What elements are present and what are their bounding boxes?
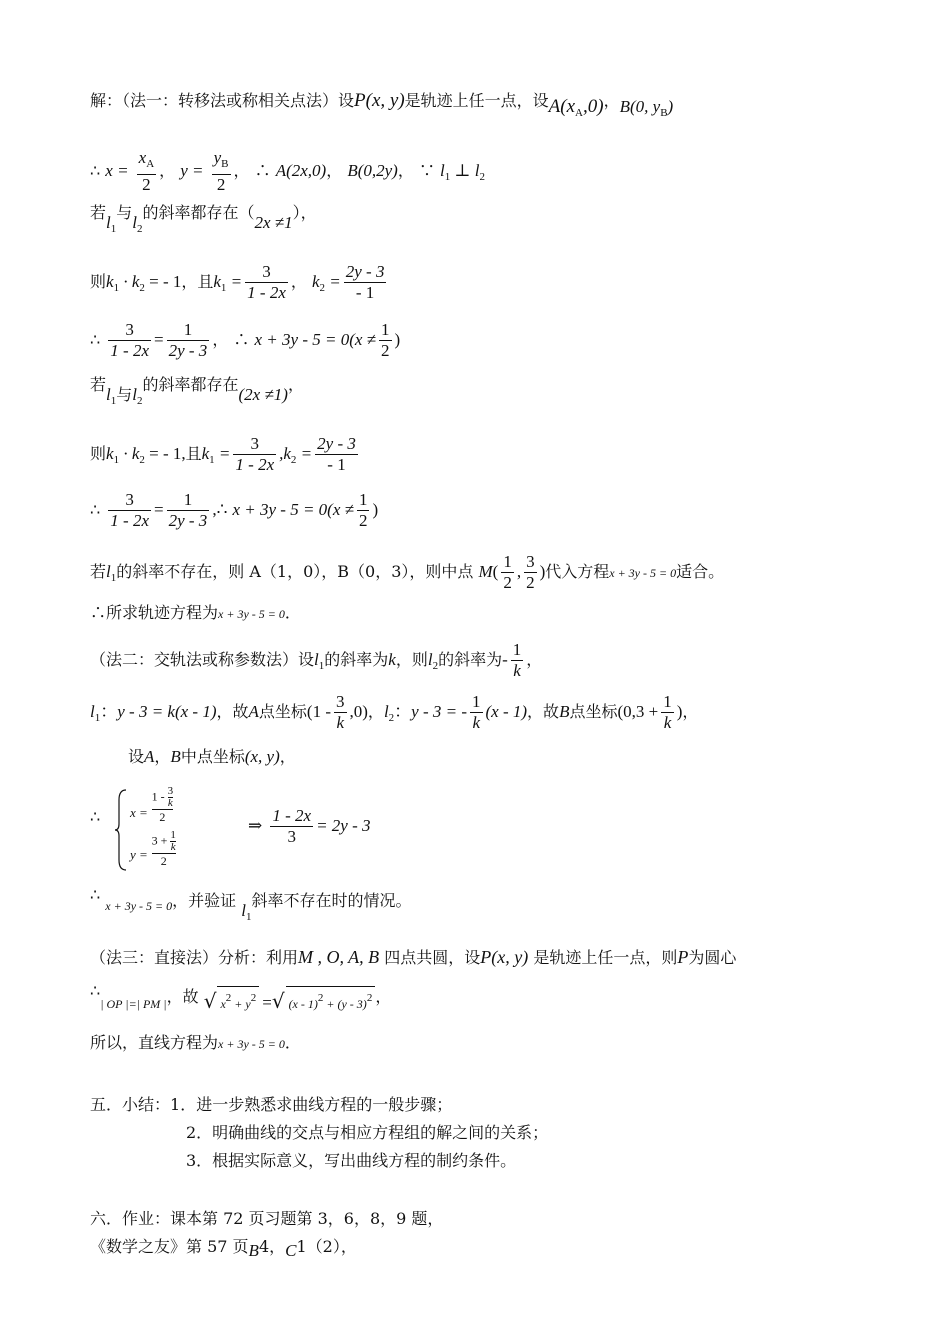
method2-text1: 的斜率为	[324, 650, 389, 669]
a-coord-pre: (1 -	[306, 702, 331, 721]
point-p: P(x, y)	[354, 90, 405, 111]
method3-text1: 四点共圆，设	[384, 948, 481, 967]
slope-k: k	[388, 650, 396, 669]
therefore-symbol: ∴	[90, 500, 101, 519]
point-p-center: P	[677, 947, 689, 967]
rhs-frac-2: $\frac{1}{2y - 3}$	[168, 490, 208, 530]
method2-midpoint: 设A，B中点坐标(x, y)，	[128, 747, 296, 766]
method1-intro-line	[90, 90, 673, 118]
result-frac: $\frac{1 - 2x}{3}$	[272, 806, 312, 846]
method2-intro: （法二：交轨法或称参数法）设	[90, 650, 315, 669]
and-k1: ，且	[181, 272, 214, 291]
method3-distance: $\therefore_{| OP |=| PM |}$，故 $_{√ x2 + y2 =√ (x - 1)2 + (y - 3)2}$ ，	[90, 981, 392, 1013]
summary-item-3: 3．根据实际意义，写出曲线方程的制约条件。	[186, 1151, 517, 1170]
final1-text: ∴所求轨迹方程为	[90, 603, 219, 622]
period-1: ．	[284, 603, 301, 622]
ruo-3: 若	[90, 562, 107, 581]
mid-text2: 中点坐标	[180, 747, 245, 766]
k2-frac-2: $\frac{2y - 3}{- 1}$	[317, 434, 356, 474]
method2-lines: $l_1$：y - 3 = k(x - 1)，故A点坐标(1 - $\frac{3}{k}$ ,0)，$l_2$：y - 3 = - $\frac{1}{k}$ (x - 1)，故B点坐标(0,3 + $\frac{1}{k}$ )，	[90, 692, 699, 732]
homework-line-2	[90, 1236, 357, 1258]
and-k1-2: 且	[185, 444, 202, 463]
mid-text1: 设	[128, 747, 145, 766]
homework-post: 1（2），	[296, 1237, 357, 1256]
gu-b: ，故	[527, 702, 560, 721]
system-x-row: x = 1 - $\frac{3}{k}$ 2	[130, 785, 174, 824]
l1-and-l2: $l_1$与$l_2$	[106, 385, 143, 407]
method1-slopes2: 则$k_1 \cdot k_2$ = - 1,且$k_1$ = $\frac{3}{1 - 2x}$ $,k_2$ = $\frac{2y - 3}{- 1}$	[90, 434, 356, 474]
therefore-symbol: ∴	[90, 330, 101, 349]
three-over-k: $\frac{3}{k}$	[336, 692, 345, 732]
k1-frac-2: $\frac{3}{1 - 2x}$	[235, 434, 275, 474]
b-coord-pre: (0,3 +	[617, 702, 659, 721]
a-coord-text: 点坐标	[258, 702, 307, 721]
result-rhs: = 2y - 3	[316, 816, 371, 835]
method3-intro-line	[90, 946, 736, 969]
method3-intro: （法三：直接法）分析：利用	[90, 948, 299, 967]
cond1-text: 的斜率都存在（	[142, 203, 255, 222]
because-symbol: ∵	[418, 161, 435, 180]
summary-item-2-line	[186, 1122, 548, 1144]
method2-text2: ，则	[395, 650, 428, 669]
therefore-symbol: ∴	[233, 330, 250, 349]
rhs-frac-1: $\frac{1}{2y - 3}$	[168, 320, 208, 360]
method1-intro2: 是轨迹上任一点，设	[404, 91, 549, 110]
summary-item-3-line	[186, 1150, 516, 1172]
summary-heading-line	[90, 1094, 452, 1116]
method1-substitution: ∴ x = $\frac{x_A}{2}$ ， y = $\frac{y_B}{2}$ ， ∴ A(2x,0)， B(0,2y)， ∵ $l_1$ ⊥ $l_2$	[90, 148, 486, 194]
k1-frac: $\frac{3}{1 - 2x}$	[247, 262, 286, 302]
comma: ，	[603, 91, 620, 110]
l1: $l_1$	[106, 213, 117, 235]
m-y-frac: $\frac{3}{2}$	[526, 552, 535, 592]
line-eq-2: x + 3y - 5 = 0	[218, 607, 285, 621]
method2-verify: ∴ $_{x + 3y - 5 = 0}$，并验证 $l_1$斜率不存在时的情况。	[90, 885, 412, 923]
summary-item-1: 1．进一步熟悉求曲线方程的一般步骤；	[170, 1095, 453, 1114]
method1-condition2	[90, 374, 304, 407]
homework-b: B	[248, 1241, 259, 1260]
summary-heading: 五．小结：	[90, 1095, 171, 1114]
four-points: M , O, A, B	[298, 947, 380, 967]
b-coord-post: )	[676, 702, 683, 721]
half-frac-1: $\frac{1}{2}$	[381, 320, 390, 360]
neg-inv-k: $\frac{1}{k}$	[512, 640, 522, 680]
k1k2-product: $k_1 \cdot k_2$ = - 1	[106, 272, 182, 294]
point-b: B(0, $y_B$)	[619, 97, 674, 119]
method1-no-slope: 若$l_1$的斜率不存在，则 A（1，0），B（0，3），则中点 M( $\frac{1}{2}$ , $\frac{3}{2}$ )代入方程x + 3y - 5 = 0适合。	[90, 552, 725, 592]
mid-xy: (x, y)	[244, 747, 280, 766]
homework-c: C	[285, 1241, 297, 1260]
one-over-k-b: $\frac{1}{k}$	[663, 692, 672, 732]
one-over-k: $\frac{1}{k}$	[472, 692, 481, 732]
l2: $l_2$	[132, 213, 143, 235]
m-x-frac: $\frac{1}{2}$	[503, 552, 512, 592]
line-eq-3: x + 3y - 5 = 0	[105, 899, 173, 913]
result-1: x + 3y - 5 = 0(x ≠	[254, 330, 376, 349]
method3-final	[90, 1032, 301, 1055]
homework-text-1: 六．作业：课本第 72 页习题第 3，6，8，9 题，	[90, 1209, 444, 1228]
method1-equation2: ∴ $\frac{3}{1 - 2x}$ = $\frac{1}{2y - 3}$ ,∴ x + 3y - 5 = 0(x ≠ $\frac{1}{2}$ )	[90, 490, 379, 530]
summary-item-2: 2．明确曲线的交点与相应方程组的解之间的关系；	[186, 1123, 549, 1142]
method2-intro-line: （法二：交轨法或称参数法）设$l_1$的斜率为k，则$l_2$的斜率为- $\frac{1}{k}$ ，	[90, 640, 543, 680]
half-frac-2: $\frac{1}{2}$	[358, 490, 368, 530]
method3-so: 所以，直线方程为	[90, 1033, 219, 1052]
line-eq-4: x + 3y - 5 = 0	[218, 1037, 285, 1051]
method1-equation1: ∴ $\frac{3}{1 - 2x}$ = $\frac{1}{2y - 3}$ ， ∴ x + 3y - 5 = 0(x ≠ $\frac{1}{2}$ )	[90, 320, 401, 360]
b-coord-text: 点坐标	[569, 702, 618, 721]
yb-over-2: $\frac{y_B}{2}$	[213, 148, 229, 194]
method1-final	[90, 602, 301, 625]
method3-text3: 为圆心	[688, 948, 737, 967]
l2-eq-pre: y - 3 = -	[411, 702, 468, 721]
method3-text2: 是轨迹上任一点，则	[533, 948, 678, 967]
op-pm: | OP |=| PM |	[100, 997, 167, 1011]
verify-text2: 斜率不存在时的情况。	[251, 891, 412, 910]
system-brace	[114, 788, 128, 872]
therefore-symbol: ∴	[90, 981, 101, 1000]
system-result	[248, 806, 371, 847]
therefore-symbol: ∴	[90, 885, 101, 904]
noslope-text2: 代入方程	[545, 562, 610, 581]
therefore-symbol: ∴	[90, 807, 101, 826]
ze-1: 则	[90, 272, 107, 291]
cond2-text: 的斜率都存在	[142, 375, 239, 394]
point-a-2x: A(2x,0)	[275, 161, 327, 180]
gu-a: ，故	[216, 702, 249, 721]
method1-intro: 解：（法一：转移法或称相关点法）设	[90, 91, 355, 110]
cond1-expr: 2x ≠1	[254, 213, 293, 232]
ruo-1: 若	[90, 203, 107, 222]
period-2: ．	[284, 1033, 301, 1052]
therefore-symbol: ∴	[254, 161, 271, 180]
method2-text3: 的斜率为	[438, 650, 503, 669]
gu-3: ，故	[166, 987, 199, 1006]
cond2-tail: ，	[287, 375, 304, 394]
noslope-text3: 适合。	[676, 562, 725, 581]
l1-equation: y - 3 = k(x - 1)	[117, 702, 217, 721]
system-y-row: y = 3 + $\frac{1}{k}$ 2	[130, 829, 176, 868]
l2-eq-post: (x - 1)	[485, 702, 528, 721]
homework-text-2: 《数学之友》第 57 页	[90, 1237, 249, 1256]
line-eq-1: x + 3y - 5 = 0	[609, 566, 677, 580]
homework-mid: 4，	[258, 1237, 286, 1256]
sqrt-equation: √ x2 + y2 =√ (x - 1)2 + (y - 3)2	[204, 997, 376, 1011]
ruo-2: 若	[90, 375, 107, 394]
method1-condition1	[90, 202, 317, 235]
cond2-expr: (2x ≠1)	[238, 385, 288, 404]
therefore-symbol: ∴	[90, 161, 101, 180]
perp-relation: $l_1$ ⊥ $l_2$	[440, 161, 486, 183]
implies-symbol: ⇒	[248, 816, 263, 835]
result2-pre: ,∴	[212, 500, 228, 519]
lhs-frac-1: $\frac{3}{1 - 2x}$	[110, 320, 149, 360]
method1-slopes1: 则$k_1 \cdot k_2$ = - 1，且$k_1$ = $\frac{3}{1 - 2x}$ ， $k_2$ = $\frac{2y - 3}{- 1}$	[90, 262, 385, 302]
k2-frac: $\frac{2y - 3}{- 1}$	[345, 262, 385, 302]
xa-over-2: $\frac{x_A}{2}$	[138, 148, 155, 194]
point-p-3: P(x, y)	[480, 947, 529, 967]
lhs-frac-2: $\frac{3}{1 - 2x}$	[110, 490, 149, 530]
cond1-close: ），	[292, 203, 317, 222]
ze-2: 则	[90, 444, 107, 463]
neg-sign: -	[502, 650, 508, 669]
result-2: x + 3y - 5 = 0(x ≠	[232, 500, 354, 519]
l1-3: $l_1$	[106, 562, 117, 584]
verify-text: ，并验证	[172, 891, 237, 910]
homework-line-1	[90, 1208, 443, 1230]
x-eq: x =	[105, 161, 129, 180]
point-b-2y: B(0,2y)	[347, 161, 398, 180]
midpoint-m: M	[478, 562, 493, 581]
a-coord-post: ,0)	[349, 702, 368, 721]
y-eq: y =	[180, 161, 204, 180]
point-a: $A(x_A,0)$	[548, 96, 604, 119]
and-1: 与	[116, 203, 133, 222]
noslope-text: 的斜率不存在，则 A（1，0），B（0，3），则中点	[116, 562, 474, 581]
